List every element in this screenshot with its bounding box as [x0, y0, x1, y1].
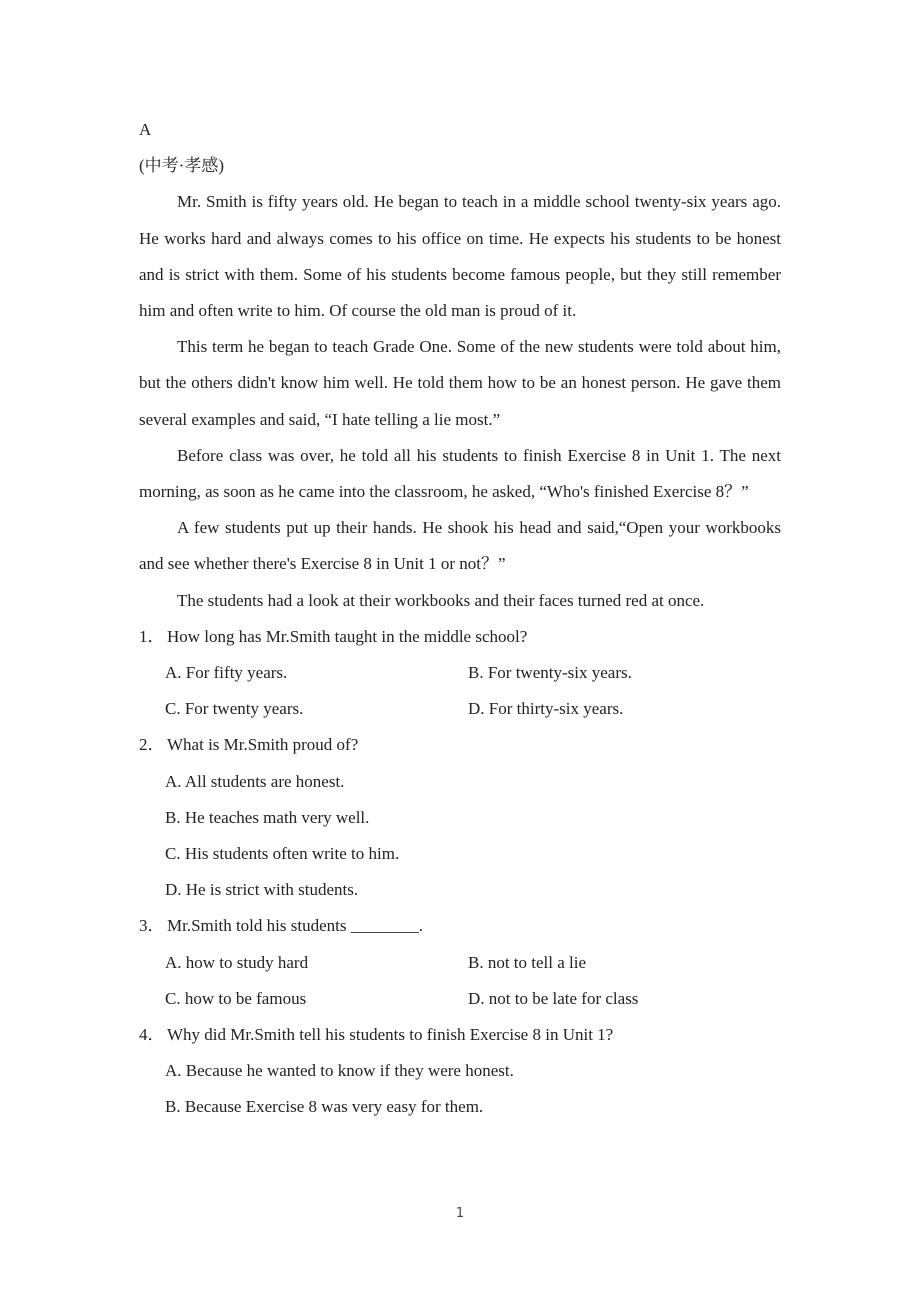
- question-text: Mr.Smith told his students ________.: [167, 916, 423, 936]
- option-b: B. not to tell a lie: [468, 952, 587, 972]
- question-2: [139, 727, 781, 763]
- option-c: C. His students often write to him.: [165, 843, 400, 863]
- source-label: (中考·孝感): [139, 156, 224, 176]
- question-4: [139, 1017, 781, 1053]
- question-text: What is Mr.Smith proud of?: [167, 735, 359, 755]
- option-b: B. He teaches math very well.: [165, 807, 370, 827]
- option-row: [139, 981, 781, 1017]
- question-number: 4．: [139, 1024, 165, 1044]
- option-a: A. For fifty years.: [165, 663, 288, 682]
- page-content: [139, 112, 781, 1125]
- question-number: 3．: [139, 916, 165, 936]
- section-label: A: [139, 120, 152, 139]
- passage-paragraph: Before class was over, he told all his students to finish Exercise 8 in Unit 1. The next morning, as soon as he came into the classroom, he asked, “Who's finished Exercise 8？”: [139, 445, 781, 501]
- page-number: 1: [455, 1206, 465, 1221]
- question-text: Why did Mr.Smith tell his students to finish Exercise 8 in Unit 1?: [167, 1024, 614, 1044]
- option-d: D. For thirty-six years.: [468, 699, 624, 719]
- option-a: A. All students are honest.: [165, 771, 345, 791]
- option-row: [139, 945, 781, 981]
- question-1: [139, 619, 781, 655]
- question-text: How long has Mr.Smith taught in the middle school?: [167, 626, 528, 646]
- option-c: C. how to be famous: [165, 988, 307, 1008]
- option-a: A. Because he wanted to know if they were honest.: [165, 1061, 514, 1081]
- option-c: C. For twenty years.: [165, 699, 304, 719]
- question-number: 1．: [139, 626, 165, 646]
- question-number: 2．: [139, 735, 165, 755]
- passage-paragraph: Mr. Smith is fifty years old. He began to teach in a middle school twenty-six years ago. He works hard and always comes to his office on time. He expects his students to be honest and is strict with them. Some of his students become famous people, but they still remember him and often write to him. Of course the old man is proud of it.: [139, 192, 781, 320]
- option-b: B. Because Exercise 8 was very easy for them.: [165, 1097, 484, 1117]
- question-3: [139, 908, 781, 944]
- option-a: A. how to study hard: [165, 952, 309, 972]
- option-row: [139, 691, 781, 727]
- option-b: B. For twenty-six years.: [468, 663, 632, 682]
- option-d: D. not to be late for class: [468, 988, 639, 1008]
- passage-paragraph: The students had a look at their workbooks and their faces turned red at once.: [177, 590, 705, 610]
- option-row: [139, 655, 781, 691]
- passage-paragraph: A few students put up their hands. He shook his head and said,“Open your workbooks and see whether there's Exercise 8 in Unit 1 or not？”: [139, 518, 781, 574]
- passage-paragraph: This term he began to teach Grade One. Some of the new students were told about him, but the others didn't know him well. He told them how to be an honest person. He gave them several examples and said, “I hate telling a lie most.”: [139, 337, 781, 429]
- option-d: D. He is strict with students.: [165, 880, 359, 900]
